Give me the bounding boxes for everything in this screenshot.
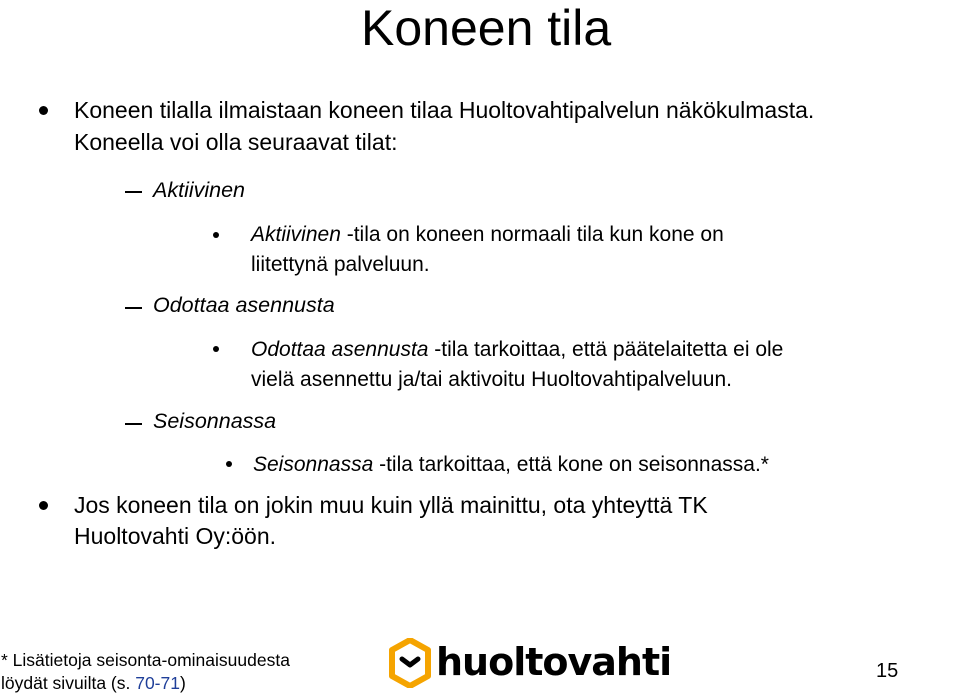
page-reference-link[interactable]: 70-71 xyxy=(135,673,180,693)
slide-title: Koneen tila xyxy=(361,0,612,56)
huoltovahti-logo xyxy=(388,636,672,692)
bullet-dot-contact xyxy=(39,501,48,510)
logo-mark-icon xyxy=(388,638,432,688)
intro-line-2: Koneella voi olla seuraavat tilat: xyxy=(74,129,398,155)
bullet-dot-odottaa xyxy=(213,346,219,352)
state-desc-aktiivinen-line-2: liitettynä palveluun. xyxy=(251,253,430,276)
contact-line-2: Huoltovahti Oy:öön. xyxy=(74,523,277,549)
footnote-line-1: * Lisätietoja seisonta-ominaisuudesta xyxy=(1,650,290,670)
logo-wordmark: huoltovahti xyxy=(436,640,672,684)
bullet-dot-seisonnassa xyxy=(226,461,232,467)
page-number: 15 xyxy=(876,660,899,682)
bullet-dot-aktiivinen xyxy=(213,232,219,238)
state-name-seisonnassa: Seisonnassa xyxy=(153,409,277,433)
contact-line-1: Jos koneen tila on jokin muu kuin yllä mainittu, ota yhteyttä TK xyxy=(74,492,708,518)
state-desc-odottaa-line-2: vielä asennettu ja/tai aktivoitu Huoltovahtipalveluun. xyxy=(251,368,732,391)
state-name-odottaa: Odottaa asennusta xyxy=(153,293,335,317)
dash-odottaa xyxy=(125,307,142,309)
bullet-dot-intro xyxy=(39,106,48,115)
footnote-line-2: löydät sivuilta (s. 70-71) xyxy=(1,673,186,693)
state-desc-odottaa-line-1: Odottaa asennusta -tila tarkoittaa, että päätelaitetta ei ole xyxy=(251,338,784,361)
dash-seisonnassa xyxy=(125,423,142,425)
state-desc-seisonnassa: Seisonnassa -tila tarkoittaa, että kone on seisonnassa.* xyxy=(253,453,769,476)
state-name-aktiivinen: Aktiivinen xyxy=(153,178,246,202)
dash-aktiivinen xyxy=(125,191,142,193)
state-desc-aktiivinen-line-1: Aktiivinen -tila on koneen normaali tila kun kone on xyxy=(251,223,724,246)
intro-line-1: Koneen tilalla ilmaistaan koneen tilaa Huoltovahtipalvelun näkökulmasta. xyxy=(74,97,815,123)
